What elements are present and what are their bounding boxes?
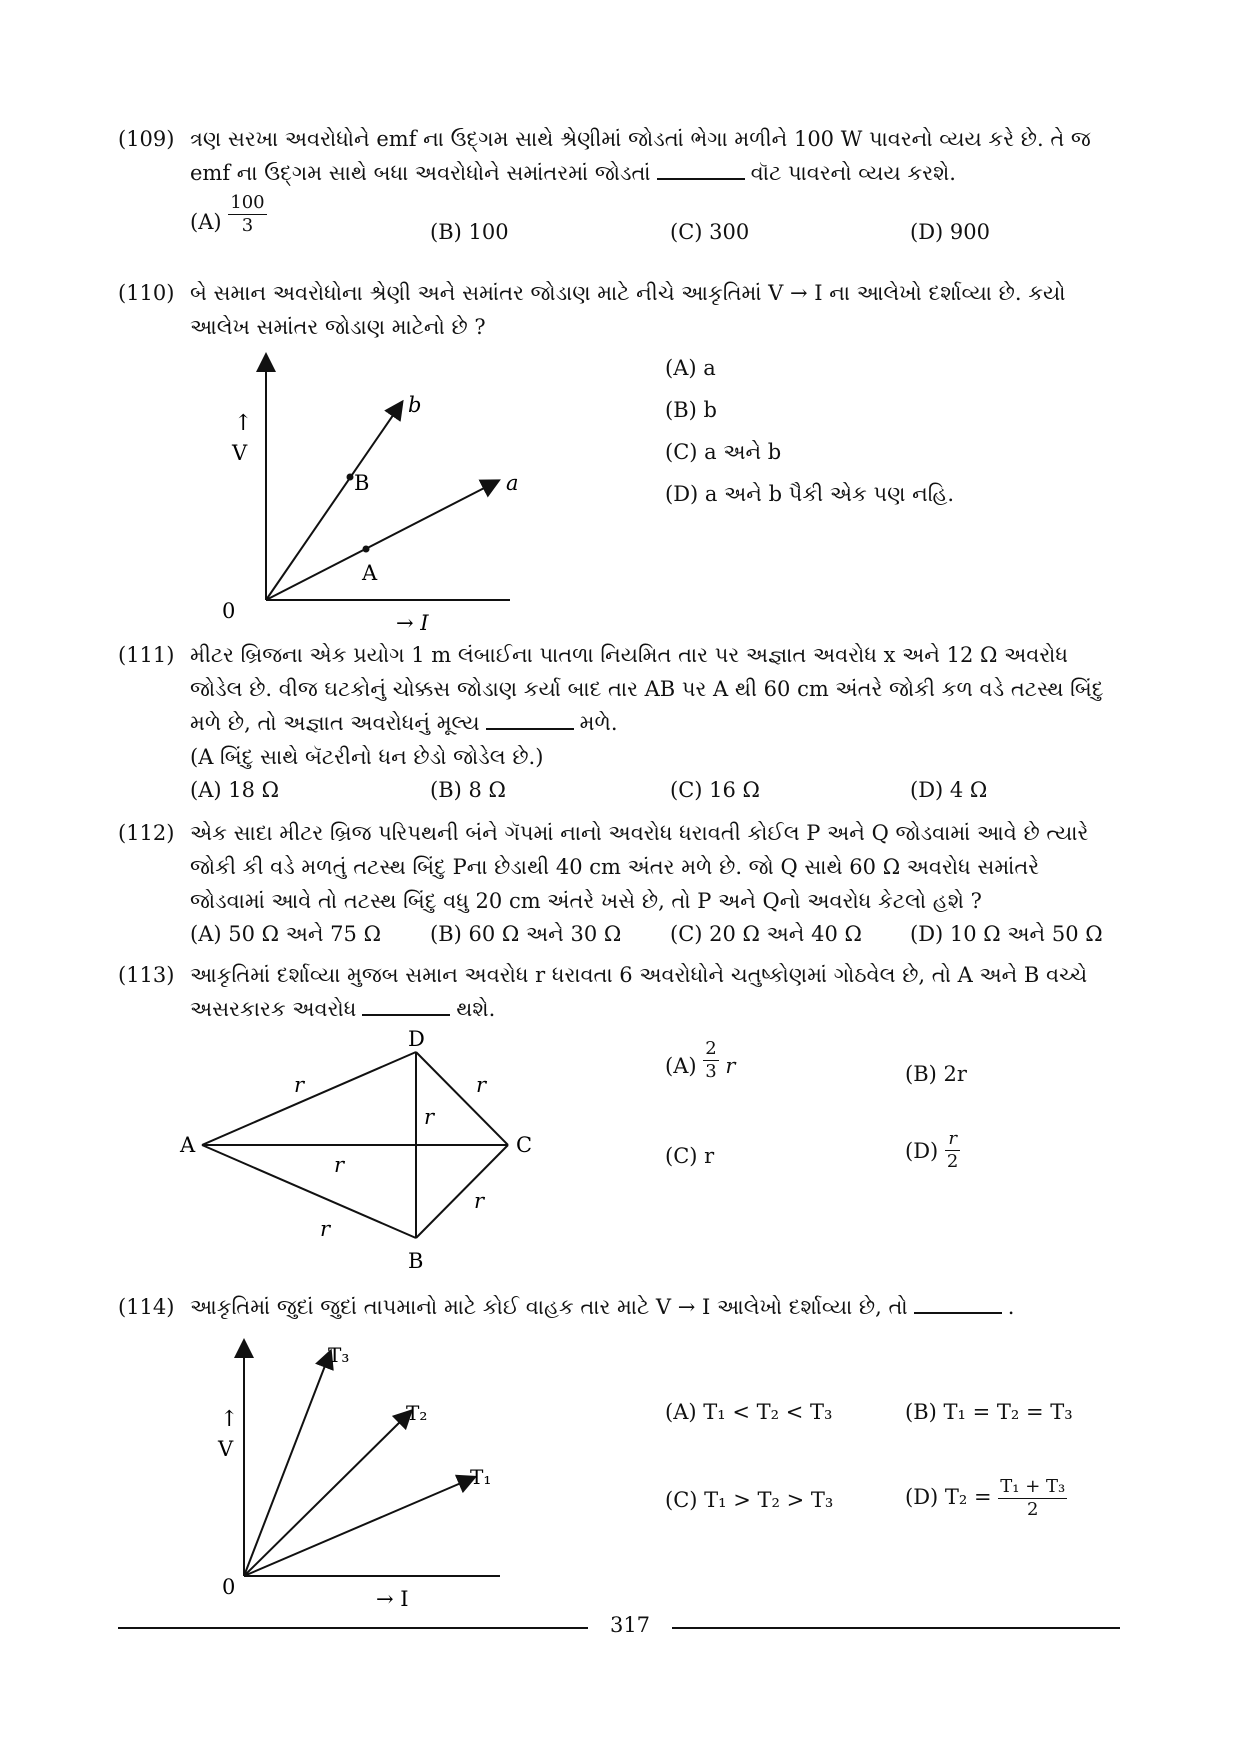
resistor-ad (202, 1052, 416, 1145)
question-number: (113) (118, 963, 175, 987)
resistor-dc (416, 1052, 508, 1145)
resistor-network-figure (170, 1030, 550, 1280)
question-text-line: જોડેલ છે. વીજ ઘટકોનું ચોક્કસ જોડાણ કર્યા બાદ તાર AB પર A થી 60 cm અંતરે જોકી કળ વડે તટસ્થ બિંદુ (190, 677, 1104, 701)
answer-blank (657, 158, 745, 180)
option-d: (D) $\frac{r}{2}$ (905, 1128, 959, 1172)
question-111 (118, 638, 1128, 774)
y-label: V (232, 441, 248, 465)
question-number: (114) (118, 1295, 175, 1319)
point-b (347, 474, 354, 481)
footer-rule-left (118, 1627, 588, 1629)
page-number: 317 (609, 1613, 651, 1637)
question-number: (110) (118, 281, 175, 305)
question-text-line: emf ના ઉદ્ગમ સાથે બધા અવરોધોને સમાંતરમાં જોડતાં વૉટ પાવરનો વ્યય કરશે. (190, 156, 1128, 190)
t1-label: T₁ (470, 1465, 492, 1489)
option-a: (A) $\frac{2}{3}$ r (665, 1038, 736, 1082)
option-d: (D) 4 Ω (910, 778, 988, 802)
option-c: (C) a અને b (665, 440, 782, 464)
question-text-line: મળે છે, તો અજ્ઞાત અવરોધનું મૂલ્ય મળે. (190, 706, 1128, 740)
origin-label: 0 (222, 1575, 236, 1599)
option-a: (A) $\frac{100}{3}$ (190, 192, 265, 236)
option-b: (B) 8 Ω (430, 778, 506, 802)
option-c: (C) 16 Ω (670, 778, 760, 802)
line-a (266, 484, 492, 600)
question-text-line: ત્રણ સરખા અવરોધોને emf ના ઉદ્ગમ સાથે શ્રેણીમાં જોડતાં ભેગા મળીને 100 W પાવરનો વ્યય કરે છે. તે જ (190, 127, 1091, 151)
point-a-label: A (362, 561, 378, 585)
question-text-line: જોકી કી વડે મળતું તટસ્થ બિંદુ Pના છેડાથી 40 cm અંતર મળે છે. જો Q સાથે 60 Ω અવરોધ સમાંતરે (190, 855, 1040, 879)
line-b (266, 408, 398, 600)
point-b-label: B (354, 471, 370, 495)
question-114 (118, 1290, 1128, 1324)
line-b-label: b (408, 393, 422, 417)
node-c-label: C (516, 1133, 533, 1157)
question-number: (111) (118, 643, 175, 667)
r-label-dc: r (476, 1073, 487, 1097)
point-a (363, 546, 370, 553)
option-c: (C) r (665, 1144, 715, 1168)
y-arrow: ↑ (220, 1407, 239, 1432)
question-113 (118, 958, 1128, 1026)
answer-blank (362, 994, 450, 1016)
question-text-line: અસરકારક અવરોધ થશે. (190, 992, 1128, 1026)
t3-label: T₃ (328, 1343, 350, 1367)
question-109 (118, 122, 1128, 190)
question-text-line: મીટર બ્રિજના એક પ્રયોગ 1 m લંબાઈના પાતળા નિયમિત તાર પર અજ્ઞાત અવરોધ x અને 12 Ω અવરોધ (190, 643, 1069, 667)
option-c: (C) 300 (670, 220, 750, 244)
question-112 (118, 816, 1128, 918)
question-text-line: એક સાદા મીટર બ્રિજ પરિપથની બંને ગૅપમાં નાનો અવરોધ ધરાવતી કોઈલ P અને Q જોડવામાં આવે છે ત્યારે (190, 821, 1089, 845)
r-label-ab: r (320, 1217, 331, 1241)
option-d: (D) T₂ = $\frac{\text{T₁ + T₃}}{2}$ (905, 1476, 1066, 1520)
option-a: (A) 50 Ω અને 75 Ω (190, 922, 381, 946)
line-t3 (244, 1358, 328, 1576)
options-110 (665, 356, 954, 524)
y-label: V (218, 1437, 234, 1461)
option-b: (B) b (665, 398, 717, 422)
question-text-line: આકૃતિમાં દર્શાવ્યા મુજબ સમાન અવરોધ r ધરાવતા 6 અવરોધોને ચતુષ્કોણમાં ગોઠવેલ છે, તો A અને B વચ્ચે (190, 963, 1088, 987)
option-d: (D) a અને b પૈકી એક પણ નહિ. (665, 482, 955, 506)
option-b: (B) 60 Ω અને 30 Ω (430, 922, 622, 946)
option-d: (D) 10 Ω અને 50 Ω (910, 922, 1103, 946)
footer-rule-right (672, 1627, 1120, 1629)
option-a: (A) a (665, 356, 716, 380)
r-label-bc: r (474, 1189, 485, 1213)
option-b: (B) 100 (430, 220, 509, 244)
vi-graph-110 (220, 350, 520, 630)
r-label-ac: r (334, 1153, 345, 1177)
option-c: (C) 20 Ω અને 40 Ω (670, 922, 862, 946)
vi-graph-114 (210, 1338, 510, 1608)
question-text-line: આલેખ સમાંતર જોડાણ માટેનો છે ? (190, 315, 486, 339)
question-number: (109) (118, 127, 175, 151)
question-number: (112) (118, 821, 175, 845)
r-label-ad: r (294, 1073, 305, 1097)
resistor-bc (416, 1145, 508, 1238)
line-t1 (244, 1480, 468, 1576)
x-label: → I (376, 1587, 409, 1608)
line-a-label: a (506, 471, 519, 495)
x-label: → I (396, 611, 429, 630)
question-text-line: બે સમાન અવરોધોના શ્રેણી અને સમાંતર જોડાણ માટે નીચે આકૃતિમાં V → I ના આલેખો દર્શાવ્યા છે. કયો (190, 281, 1066, 305)
question-110 (118, 276, 1128, 344)
option-b: (B) T₁ = T₂ = T₃ (905, 1400, 1073, 1424)
node-a-label: A (180, 1133, 196, 1157)
y-arrow: ↑ (234, 411, 253, 436)
origin-label: 0 (222, 599, 236, 623)
node-d-label: D (408, 1030, 425, 1051)
question-text-line: આકૃતિમાં જુદાં જુદાં તાપમાનો માટે કોઈ વાહક તાર માટે V → I આલેખો દર્શાવ્યા છે, તો . (190, 1290, 1128, 1324)
option-d: (D) 900 (910, 220, 990, 244)
r-label-db: r (424, 1105, 435, 1129)
option-b: (B) 2r (905, 1062, 967, 1086)
line-t2 (244, 1416, 406, 1576)
resistor-ab (202, 1145, 416, 1238)
t2-label: T₂ (406, 1401, 428, 1425)
option-a: (A) T₁ < T₂ < T₃ (665, 1400, 833, 1424)
option-c: (C) T₁ > T₂ > T₃ (665, 1488, 834, 1512)
answer-blank (914, 1292, 1002, 1314)
answer-blank (486, 708, 574, 730)
option-a: (A) 18 Ω (190, 778, 280, 802)
question-note: (A બિંદુ સાથે બૅટરીનો ધન છેડો જોડેલ છે.) (190, 745, 544, 769)
question-text-line: જોડવામાં આવે તો તટસ્થ બિંદુ વધુ 20 cm અંતરે ખસે છે, તો P અને Qનો અવરોધ કેટલો હશે ? (190, 889, 982, 913)
node-b-label: B (408, 1249, 424, 1273)
